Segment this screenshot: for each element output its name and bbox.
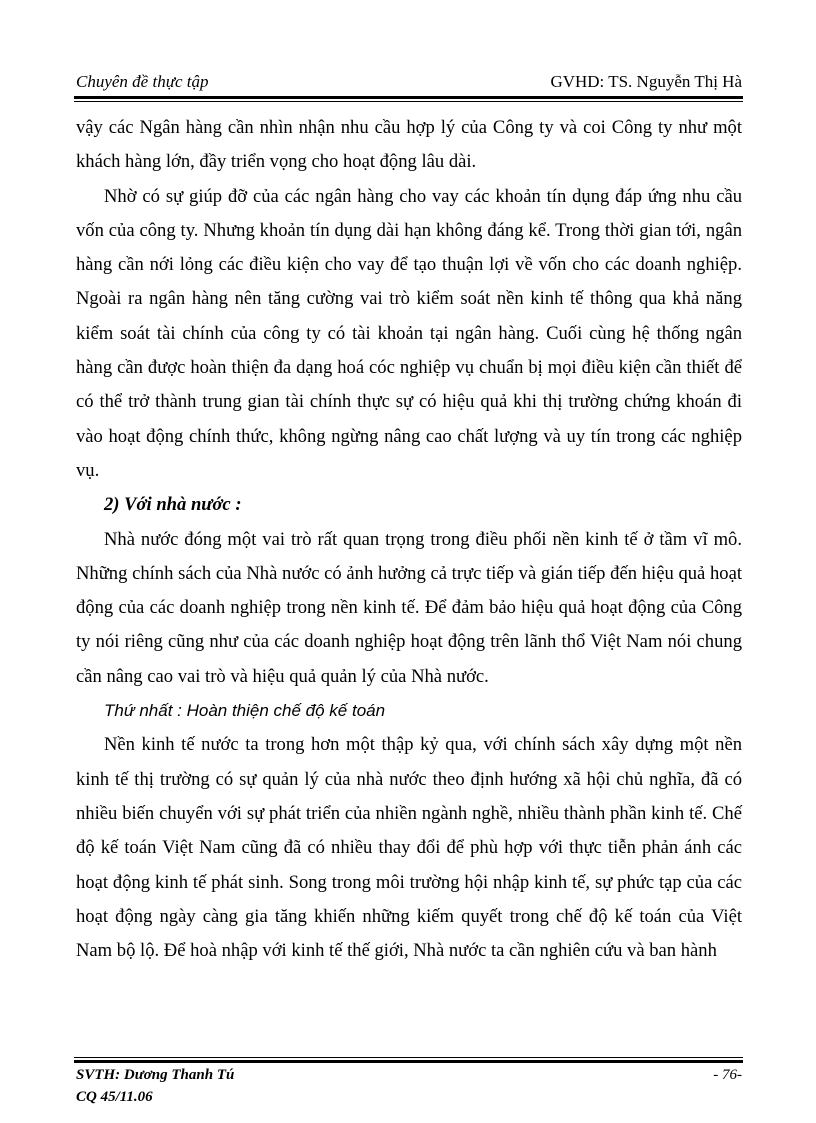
header-rule-thick (74, 96, 743, 99)
footer-rule-thick (74, 1060, 743, 1063)
page-header (76, 70, 742, 94)
paragraph-accounting-regime: Nền kinh tế nước ta trong hơn một thập kỷ qua, với chính sách xây dựng một nền kinh tế thị trường có sự quản lý của nhà nước theo định hướng xã hội chủ nghĩa, đã có nhiều biến chuyển với sự phát triển của nhiền ngành nghề, nhiều thành phần kinh tế. Chế độ kế toán Việt Nam cũng đã có nhiều thay đổi để phù hợp với thực tiễn phản ánh các hoạt động kinh tế phát sinh. Song trong môi trường hội nhập kinh tế, sự phức tạp của các hoạt động ngày càng gia tăng khiến những kiếm quyết trong chế độ kế toán của Việt Nam bộ lộ. Để hoà nhập với kinh tế thế giới, Nhà nước ta cần nghiên cứu và ban hành (76, 734, 742, 962)
page-number: - 76- (713, 1067, 742, 1083)
paragraph-continuation: vậy các Ngân hàng cần nhìn nhận nhu cầu hợp lý của Công ty và coi Công ty như một khách hàng lớn, đầy triển vọng cho hoạt động lâu dài. (76, 117, 742, 173)
paragraph-bank-credit: Nhờ có sự giúp đỡ của các ngân hàng cho vay các khoản tín dụng đáp ứng nhu cầu vốn của công ty. Nhưng khoản tín dụng dài hạn không đáng kể. Trong thời gian tới, ngân hàng cần nới lỏng các điều kiện cho vay để tạo thuận lợi về vốn cho các doanh nghiệp. Ngoài ra ngân hàng nên tăng cường vai trò kiểm soát nền kinh tế thông qua khả năng kiểm soát tài chính của công ty có tài khoản tại ngân hàng. Cuối cùng hệ thống ngân hàng cần được hoàn thiện đa dạng hoá cóc nghiệp vụ chuẩn bị mọi điều kiện cần thiết để có thể trở thành trung gian tài chính thực sự có hiệu quả khi thị trường chứng khoán đi vào hoạt động chính thức, không ngừng nâng cao chất lượng và uy tín trong các nghiệp vụ. (76, 185, 742, 481)
footer-class-code: CQ 45/11.06 (76, 1089, 153, 1105)
header-topic: Chuyên đề thực tập (76, 72, 209, 91)
page-body (76, 111, 742, 968)
paragraph-state-role: Nhà nước đóng một vai trò rất quan trọng trong điều phối nền kinh tế ở tầm vĩ mô. Những chính sách của Nhà nước có ảnh hưởng cả trực tiếp và gián tiếp đến hiệu quả hoạt động của các doanh nghiệp trong nền kinh tế. Để đảm bảo hiệu quả hoạt động của Công ty nói riêng cũng như của các doanh nghiệp hoạt động trên lãnh thổ Việt Nam nói chung cần nâng cao vai trò và hiệu quả quản lý của Nhà nước. (76, 528, 742, 687)
footer-rule-thin (74, 1057, 743, 1058)
header-rule-thin (74, 101, 743, 102)
sub-heading-accounting: Thứ nhất : Hoàn thiện chế độ kế toán (104, 701, 386, 721)
footer-student: SVTH: Dương Thanh Tú (76, 1067, 235, 1083)
section-heading-state: 2) Với nhà nước : (104, 494, 242, 516)
header-supervisor: GVHD: TS. Nguyễn Thị Hà (550, 72, 742, 91)
